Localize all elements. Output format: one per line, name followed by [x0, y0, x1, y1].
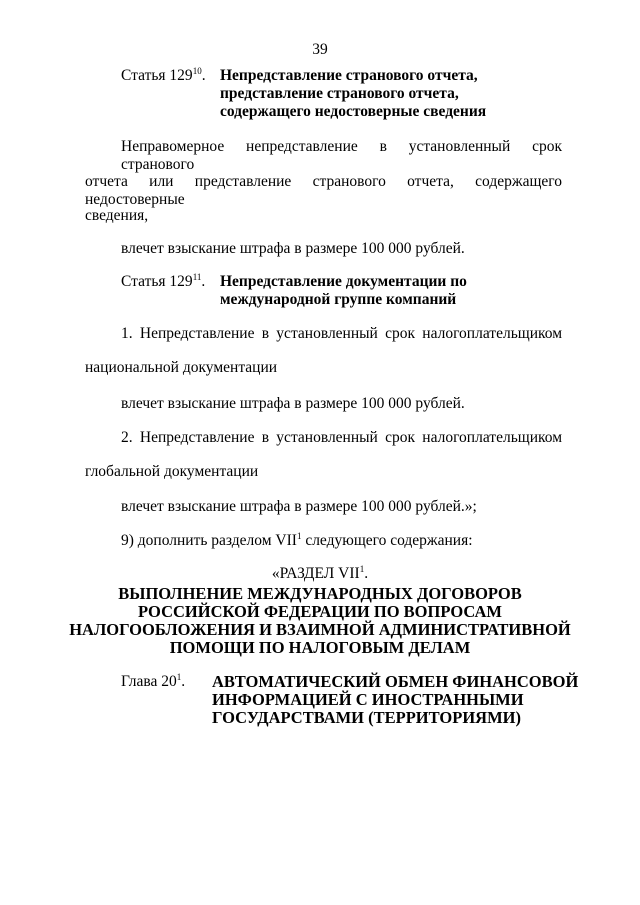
chapter-number-suffix: . [181, 673, 186, 690]
article-number-sup: 11 [192, 272, 202, 282]
amendment-text-tail: следующего содержания: [301, 532, 473, 549]
chapter-number-sup: 1 [176, 672, 182, 682]
article-129-10-title [220, 67, 486, 121]
article-129-10-number [121, 67, 206, 85]
article-title-line: содержащего недостоверные сведения [220, 103, 487, 120]
section-label [0, 565, 640, 583]
chapter-title-line: ИНФОРМАЦИЕЙ С ИНОСТРАННЫМИ [212, 690, 524, 709]
paragraph-line: национальной документации [85, 359, 278, 376]
article-title-line: представление странового отчета, [220, 85, 459, 102]
section-label-text: «РАЗДЕЛ VII [271, 565, 360, 582]
paragraph-line: отчета или представление странового отчета, содержащего недостоверные [85, 173, 562, 208]
paragraph-line: 2. Непредставление в установленный срок налогоплательщиком [121, 429, 562, 446]
page-number: 39 [312, 41, 328, 58]
penalty-line: влечет взыскание штрафа в размере 100 000 рублей. [121, 395, 465, 412]
chapter-number [121, 673, 185, 691]
chapter-title-line: АВТОМАТИЧЕСКИЙ ОБМЕН ФИНАНСОВОЙ [212, 672, 579, 691]
section-label-sup: 1 [359, 564, 365, 574]
section-title-line: НАЛОГООБЛОЖЕНИЯ И ВЗАИМНОЙ АДМИНИСТРАТИВНОЙ [69, 620, 571, 639]
article-title-line: Непредставление документации по [220, 273, 467, 290]
article-number-sup: 10 [192, 66, 202, 76]
amendment-line [121, 532, 473, 550]
article-number-suffix: . [201, 67, 206, 84]
section-label-suffix: . [364, 565, 369, 582]
article-number-prefix: Статья 129 [121, 273, 193, 290]
article-number-suffix: . [201, 273, 206, 290]
amendment-sup: 1 [296, 531, 302, 541]
article-title-line: международной группе компаний [220, 291, 457, 308]
section-title-line: ВЫПОЛНЕНИЕ МЕЖДУНАРОДНЫХ ДОГОВОРОВ [118, 584, 522, 603]
section-title [0, 585, 640, 657]
section-title-line: ПОМОЩИ ПО НАЛОГОВЫМ ДЕЛАМ [169, 638, 471, 657]
article-129-11-number [121, 273, 205, 291]
paragraph-line: сведения, [85, 207, 149, 224]
penalty-line: влечет взыскание штрафа в размере 100 000 рублей. [121, 240, 465, 257]
paragraph-line: глобальной документации [85, 463, 259, 480]
paragraph-line: Неправомерное непредставление в установленный срок странового [121, 138, 562, 173]
article-number-prefix: Статья 129 [121, 67, 193, 84]
penalty-line: влечет взыскание штрафа в размере 100 000 рублей.»; [121, 498, 477, 515]
article-129-11-title [220, 273, 467, 309]
article-title-line: Непредставление странового отчета, [220, 67, 478, 84]
paragraph-line: 1. Непредставление в установленный срок налогоплательщиком [121, 325, 562, 342]
chapter-title [212, 673, 578, 727]
section-title-line: РОССИЙСКОЙ ФЕДЕРАЦИИ ПО ВОПРОСАМ [138, 602, 502, 621]
amendment-text: 9) дополнить разделом VII [121, 532, 297, 549]
chapter-number-prefix: Глава 20 [121, 673, 177, 690]
chapter-title-line: ГОСУДАРСТВАМИ (ТЕРРИТОРИЯМИ) [212, 708, 521, 727]
